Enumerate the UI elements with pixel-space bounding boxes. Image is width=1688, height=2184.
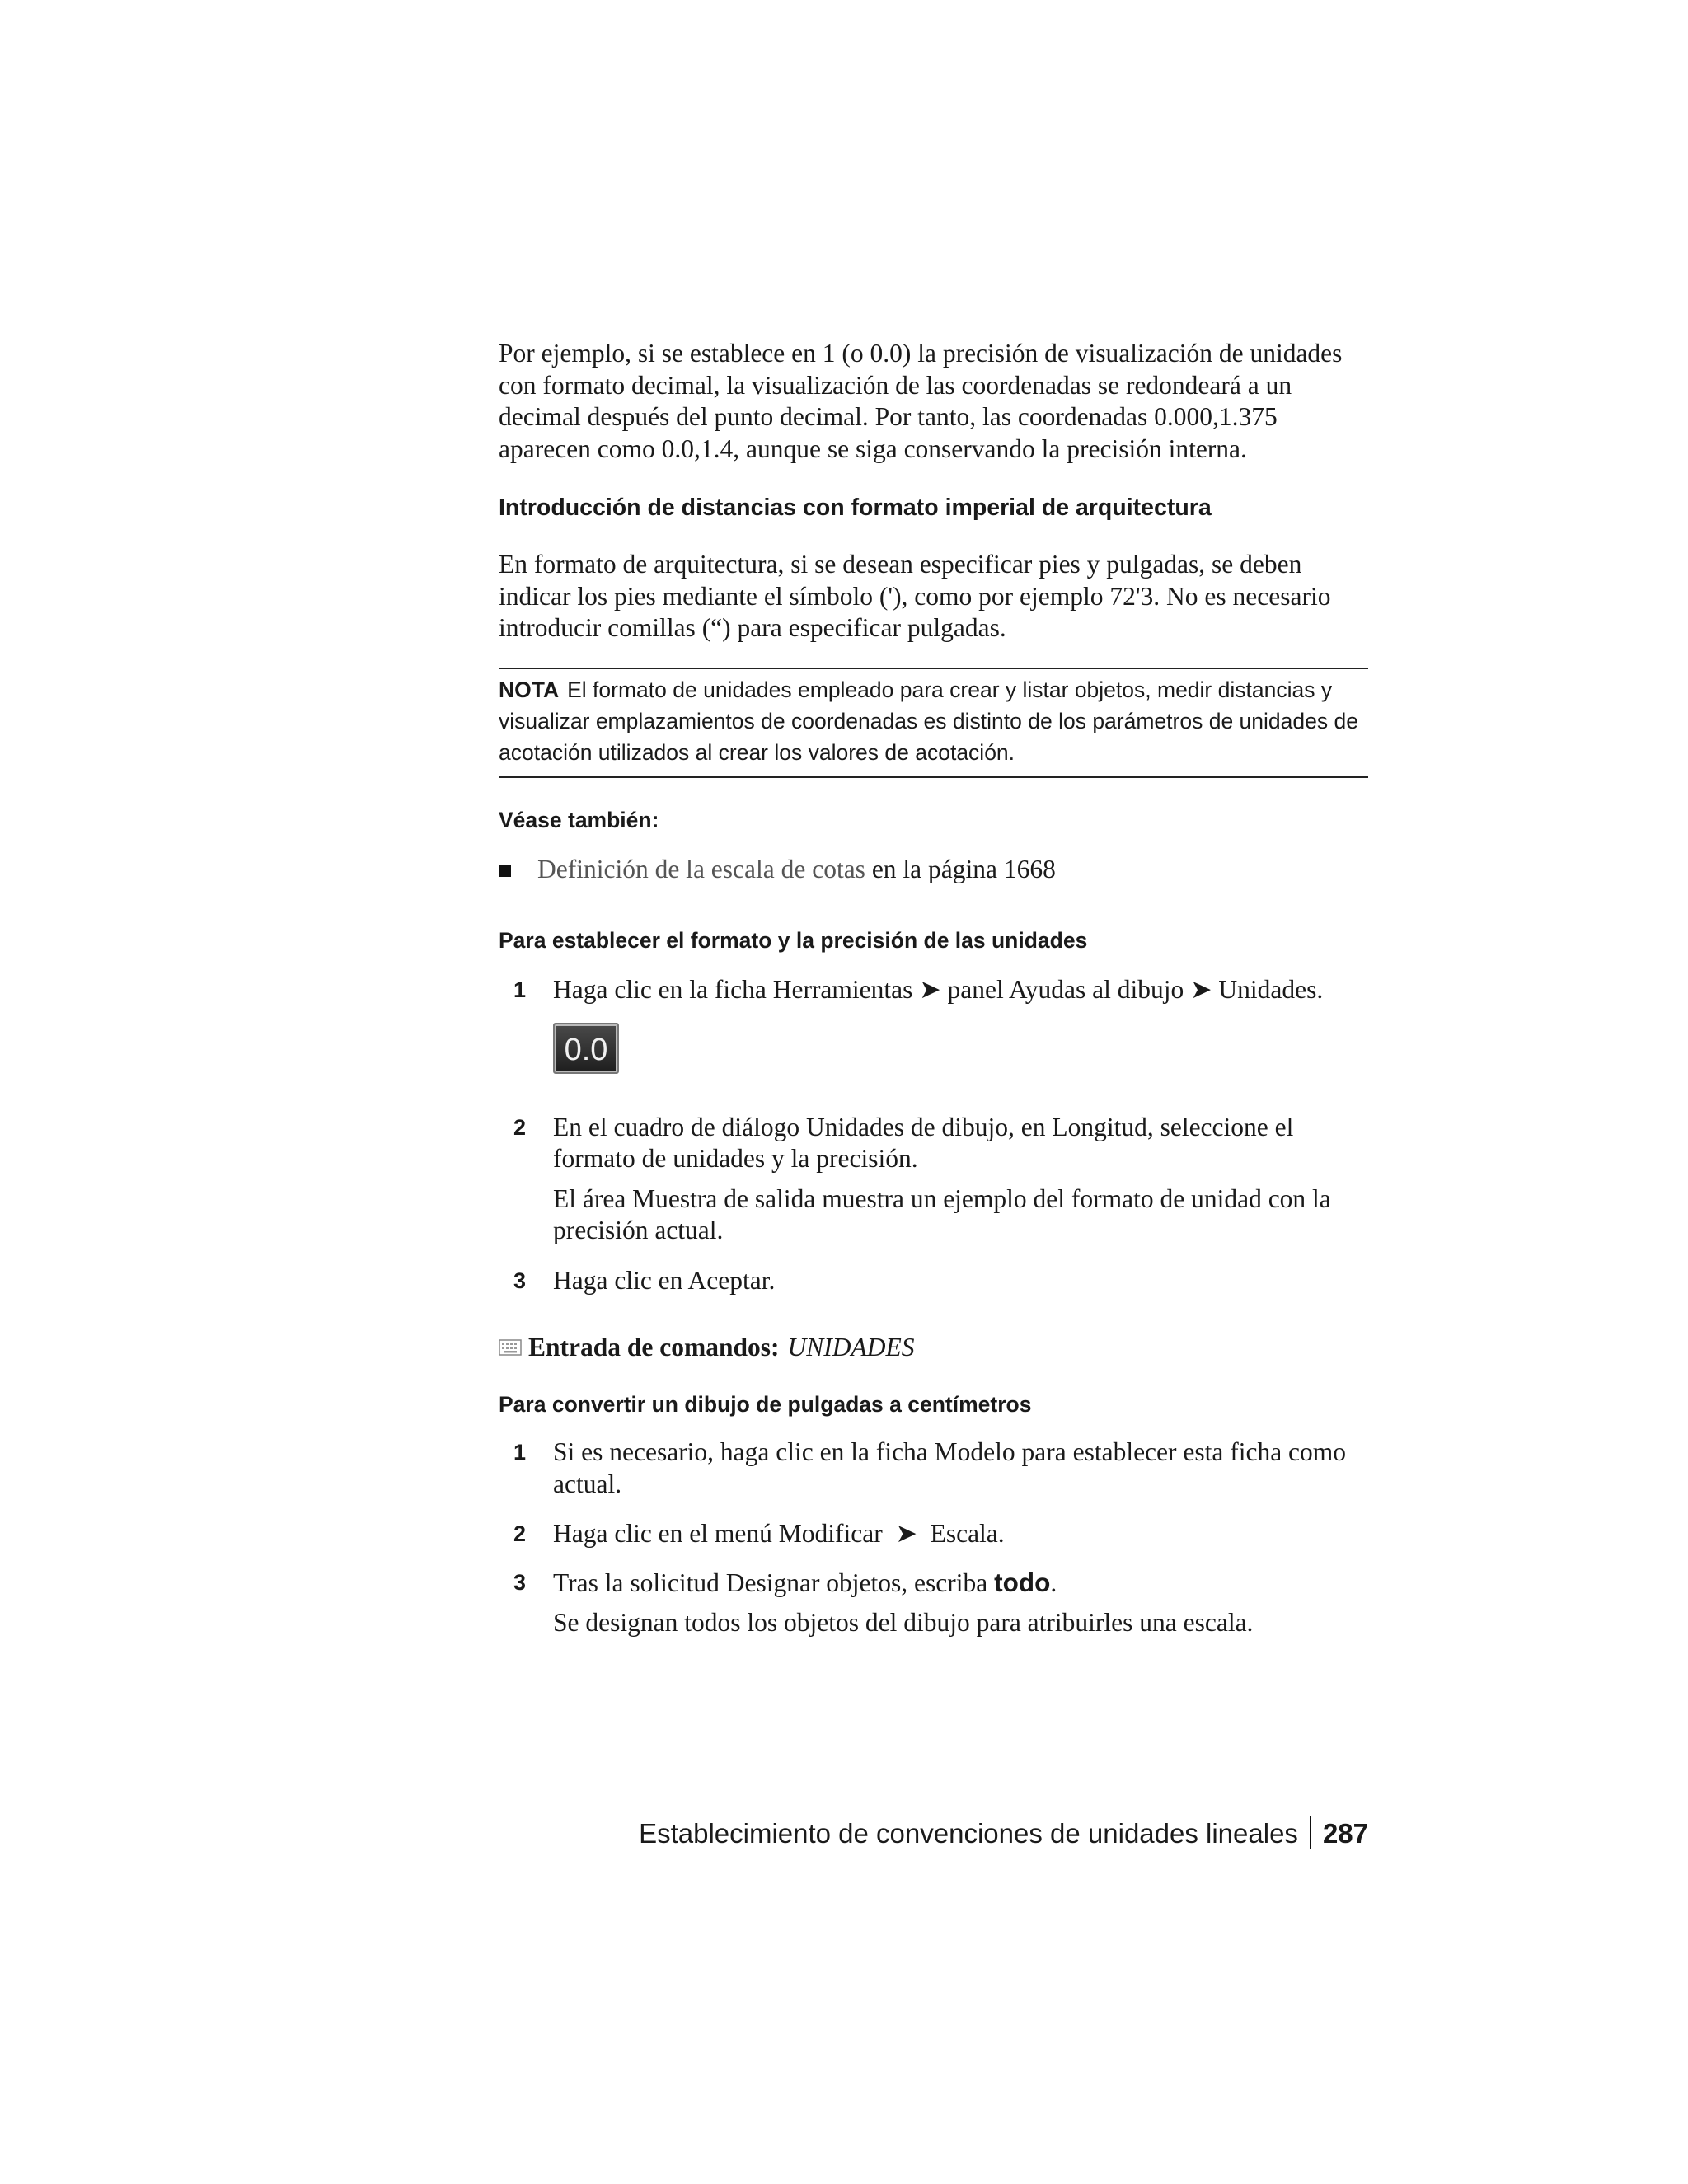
step-subtext: El área Muestra de salida muestra un ejemplo del formato de unidad con la precisión actual.: [553, 1183, 1331, 1244]
step-body: [553, 974, 1368, 1074]
see-also-text: [537, 854, 1056, 886]
step-text: Haga clic en Aceptar.: [553, 1265, 776, 1295]
note-label: NOTA: [499, 677, 560, 702]
page-content: [499, 338, 1368, 1639]
step-text: Haga clic en el menú Modificar ➤ Escala.: [553, 1519, 1005, 1548]
footer-title: Establecimiento de convenciones de unidades lineales: [639, 1818, 1298, 1849]
procedure1-step-2: [499, 1112, 1368, 1247]
step-body: [553, 1518, 1368, 1550]
procedure1-step-1: [499, 974, 1368, 1074]
step-number: 2: [513, 1521, 527, 1546]
section-heading: Introducción de distancias con formato imperial de arquitectura: [499, 494, 1212, 521]
note-text: El formato de unidades empleado para crear y listar objetos, medir distancias y visualizar emplazamientos de coordenadas es distinto de los parámetros de unidades de acotación utilizados al crear los valores de acotación.: [499, 677, 1358, 765]
step-number: 3: [513, 1268, 527, 1293]
command-entry: [499, 1333, 1368, 1362]
step-body: [553, 1112, 1368, 1247]
footer-separator: [1310, 1816, 1311, 1849]
intro-paragraph: Por ejemplo, si se establece en 1 (o 0.0) la precisión de visualización de unidades con formato decimal, la visualización de las coordenadas se redondeará a un decimal después del punto decimal. Por tanto, las coordenadas 0.000,1.375 aparecen como 0.0,1.4, aunque se siga conservando la precisión interna.: [499, 339, 1343, 463]
step-body: [553, 1436, 1368, 1500]
procedure1-heading: Para establecer el formato y la precisión de las unidades: [499, 928, 1088, 953]
procedure2-step-3: [499, 1567, 1368, 1639]
page-footer: [639, 1816, 1368, 1852]
section-paragraph: En formato de arquitectura, si se desean especificar pies y pulgadas, se deben indicar los pies mediante el símbolo ('), como por ejemplo 72'3. No es necesario introducir comillas (“) para especificar pulgadas.: [499, 550, 1331, 642]
command-entry-label: Entrada de comandos:: [528, 1333, 780, 1361]
see-also-heading: Véase también:: [499, 807, 659, 832]
procedure1-step-3: [499, 1265, 1368, 1297]
step-text: Si es necesario, haga clic en la ficha Modelo para establecer esta ficha como actual.: [553, 1437, 1347, 1498]
see-also-item: [499, 854, 1368, 886]
step-body: [553, 1265, 1368, 1297]
step-number: 3: [513, 1569, 527, 1595]
bullet-square-icon: [499, 865, 511, 877]
keyboard-icon: [499, 1339, 522, 1356]
step-body: [553, 1567, 1368, 1639]
step-text-after: .: [1050, 1568, 1057, 1597]
step-subtext: Se designan todos los objetos del dibujo para atribuirles una escala.: [553, 1608, 1254, 1637]
see-also-link[interactable]: Definición de la escala de cotas: [537, 854, 865, 883]
step-number: 1: [513, 977, 527, 1002]
step-number: 2: [513, 1114, 527, 1140]
note-box: [499, 668, 1368, 778]
step-text: Haga clic en la ficha Herramientas ➤ panel Ayudas al dibujo ➤ Unidades.: [553, 975, 1324, 1004]
procedure2-step-1: [499, 1436, 1368, 1500]
command-entry-value: UNIDADES: [787, 1333, 915, 1361]
step-command-todo: todo: [994, 1567, 1051, 1597]
step-text: En el cuadro de diálogo Unidades de dibujo, en Longitud, seleccione el formato de unidades y la precisión.: [553, 1112, 1294, 1173]
step-number: 1: [513, 1440, 527, 1465]
procedure2-step-2: [499, 1518, 1368, 1550]
step-text-before: Tras la solicitud Designar objetos, escriba: [553, 1568, 995, 1597]
procedure2-heading: Para convertir un dibujo de pulgadas a centímetros: [499, 1392, 1032, 1417]
units-tool-button[interactable]: 0.0: [553, 1023, 619, 1074]
see-also-suffix: en la página 1668: [865, 854, 1056, 883]
page-number: 287: [1322, 1818, 1368, 1849]
step-text: [553, 1567, 1368, 1600]
